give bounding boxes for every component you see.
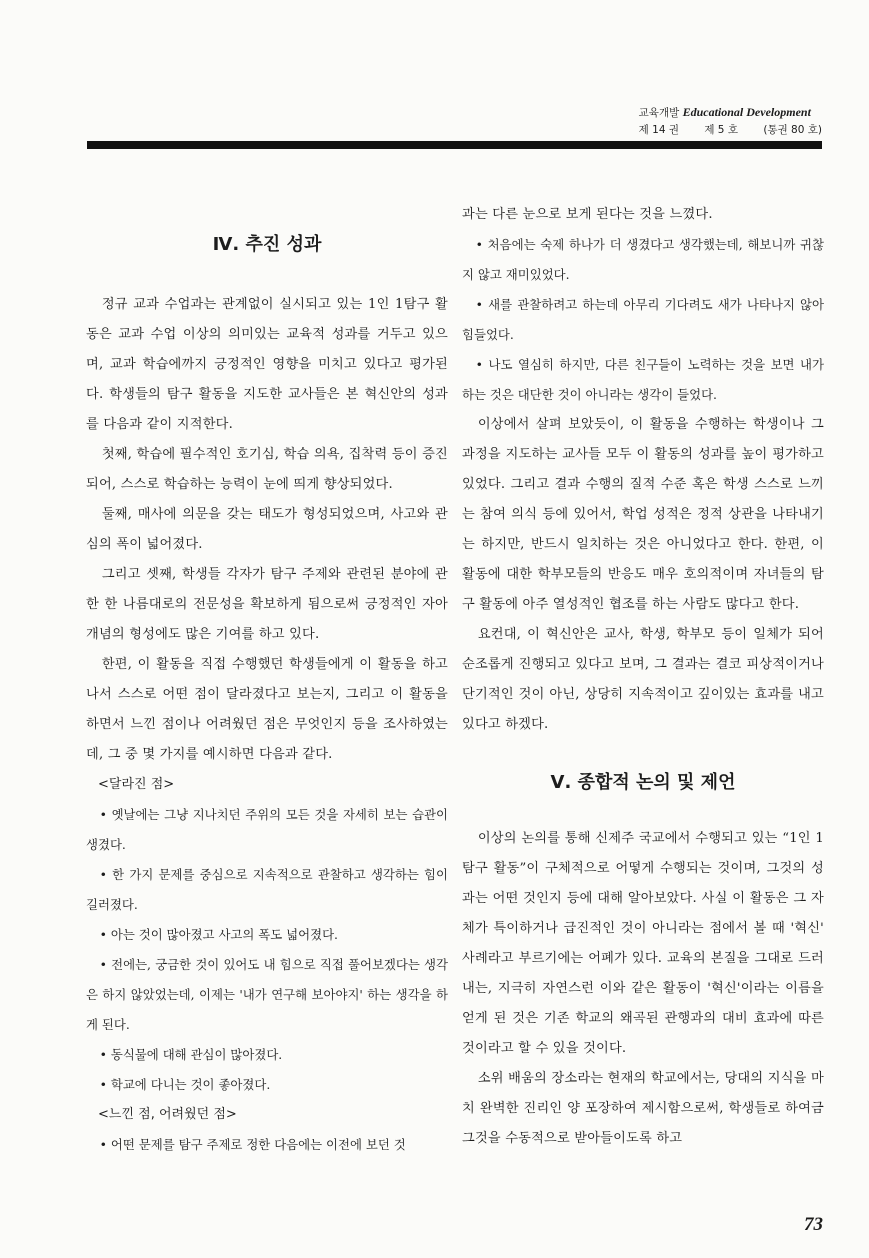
journal-title-ko: 교육개발 — [638, 107, 680, 119]
section-title-4: Ⅳ. 추진 성과 — [212, 234, 322, 255]
bullet-item: • 동식물에 대해 관심이 많아졌다. — [99, 1047, 283, 1062]
bullet-item: • 어떤 문제를 탐구 주제로 정한 다음에는 이전에 보던 것 — [99, 1137, 406, 1152]
bullet-item: • 처음에는 숙제 하나가 더 생겼다고 생각했는데, 해보니까 귀찮지 않고 재미있었다. — [462, 237, 824, 282]
paragraph: 정규 교과 수업과는 관계없이 실시되고 있는 1인 1탐구 활동은 교과 수업 이상의 의미있는 교육적 성과를 거두고 있으며, 교과 학습에까지 긍정적인 영향을 미치고 있다고 평가된다. 학생들의 탐구 활동을 지도한 교사들은 본 혁신안의 성과를 다음과 같이 지적한다. — [86, 297, 448, 432]
bullet-item: • 옛날에는 그냥 지나치던 주위의 모든 것을 자세히 보는 습관이 생겼다. — [86, 807, 448, 852]
paragraph-continued: 과는 다른 눈으로 보게 된다는 것을 느꼈다. — [462, 207, 713, 222]
running-header — [639, 104, 822, 139]
bullet-item: • 새를 관찰하려고 하는데 아무리 기다려도 새가 나타나지 않아 힘들었다. — [462, 297, 824, 342]
right-column — [462, 200, 824, 1154]
total-issue: (통권 80 호) — [763, 124, 822, 136]
paragraph: 이상의 논의를 통해 신제주 국교에서 수행되고 있는 “1인 1탐구 활동”이 구체적으로 어떻게 수행되는 것이며, 그것의 성과는 어떤 것인지 등에 대해 알아보았다. 사실 이 활동은 그 자체가 특이하거나 급진적인 것이 아니라는 점에서 볼 때 '혁신' 사례라고 부르기에는 어폐가 있다. 교육의 본질을 그대로 드러내는, 지극히 자연스런 이와 같은 활동이 '혁신'이라는 이름을 얻게 된 것은 기존 학교의 왜곡된 관행과의 대비 효과에 따른 것이라고 할 수 있을 것이다. — [462, 831, 824, 1056]
bullet-item: • 전에는, 궁금한 것이 있어도 내 힘으로 직접 풀어보겠다는 생각은 하지 않았었는데, 이제는 '내가 연구해 보아야지' 하는 생각을 하게 된다. — [86, 957, 448, 1032]
subheading-changes: <달라진 점> — [98, 777, 175, 792]
paragraph: 그리고 셋째, 학생들 각자가 탐구 주제와 관련된 분야에 관한 한 나름대로의 전문성을 확보하게 됨으로써 긍정적인 자아개념의 형성에도 많은 기여를 하고 있다. — [86, 567, 448, 642]
paragraph: 한편, 이 활동을 직접 수행했던 학생들에게 이 활동을 하고 나서 스스로 어떤 점이 달라졌다고 보는지, 그리고 이 활동을 하면서 느낀 점이나 어려웠던 점은 무엇인지 등을 조사하였는데, 그 중 몇 가지를 예시하면 다음과 같다. — [86, 657, 448, 762]
journal-title — [639, 104, 822, 122]
section-title-5: Ⅴ. 종합적 논의 및 제언 — [550, 772, 736, 793]
issue-info — [639, 122, 822, 139]
subheading-impressions: <느낀 점, 어려웠던 점> — [98, 1107, 237, 1122]
issue-number: 제 5 호 — [704, 124, 738, 136]
bullet-item: • 한 가지 문제를 중심으로 지속적으로 관찰하고 생각하는 힘이 길러졌다. — [86, 867, 448, 912]
left-column — [86, 200, 448, 1160]
bullet-item: • 학교에 다니는 것이 좋아졌다. — [99, 1077, 271, 1092]
header-rule — [87, 141, 822, 149]
bullet-item: • 나도 열심히 하지만, 다른 친구들이 노력하는 것을 보면 내가 하는 것은 대단한 것이 아니라는 생각이 들었다. — [462, 357, 824, 402]
journal-title-en: Educational Development — [682, 105, 811, 119]
volume: 제 14 권 — [638, 124, 679, 136]
page-number: 73 — [804, 1214, 823, 1235]
paragraph: 첫째, 학습에 필수적인 호기심, 학습 의욕, 집착력 등이 증진되어, 스스로 학습하는 능력이 눈에 띄게 향상되었다. — [86, 447, 448, 492]
paragraph: 요컨대, 이 혁신안은 교사, 학생, 학부모 등이 일체가 되어 순조롭게 진행되고 있다고 보며, 그 결과는 결코 피상적이거나 단기적인 것이 아닌, 상당히 지속적이고 깊이있는 효과를 내고 있다고 하겠다. — [462, 627, 824, 732]
paragraph: 이상에서 살펴 보았듯이, 이 활동을 수행하는 학생이나 그 과정을 지도하는 교사들 모두 이 활동의 성과를 높이 평가하고 있었다. 그리고 결과 수행의 질적 수준 혹은 학생 스스로 느끼는 참여 의식 등에 있어서, 학업 성적은 정적 상관을 나타내기는 하지만, 반드시 일치하는 것은 아니었다고 한다. 한편, 이 활동에 대한 학부모들의 반응도 매우 호의적이며 자녀들의 탐구 활동에 아주 열성적인 협조를 하는 사람도 많다고 한다. — [462, 417, 824, 612]
bullet-item: • 아는 것이 많아졌고 사고의 폭도 넓어졌다. — [99, 927, 338, 942]
paragraph: 소위 배움의 장소라는 현재의 학교에서는, 당대의 지식을 마치 완벽한 진리인 양 포장하여 제시함으로써, 학생들로 하여금 그것을 수동적으로 받아들이도록 하고 — [462, 1071, 824, 1146]
paragraph: 둘째, 매사에 의문을 갖는 태도가 형성되었으며, 사고와 관심의 폭이 넓어졌다. — [86, 507, 448, 552]
